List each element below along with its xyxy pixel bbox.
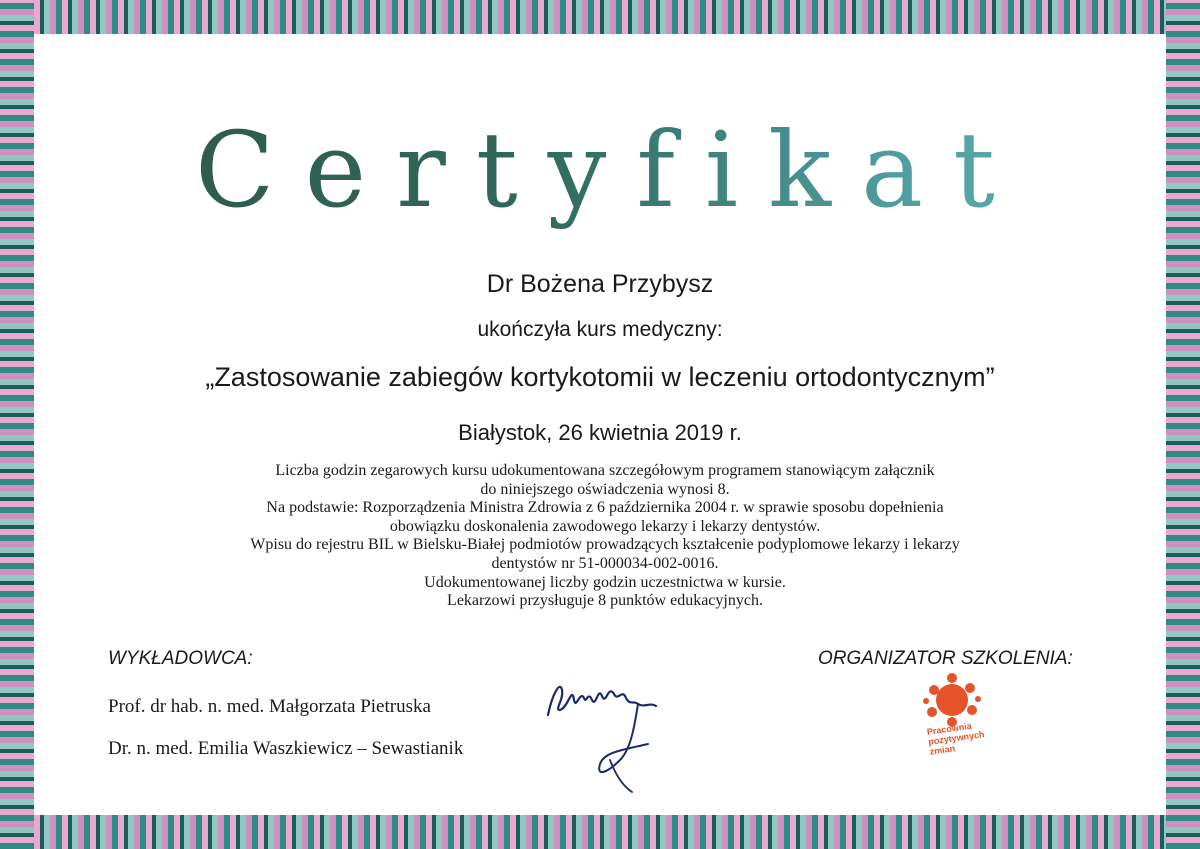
details-line: dentystów nr 51-000034-002-0016. — [491, 554, 719, 572]
details-line: do niniejszego oświadczenia wynosi 8. — [480, 480, 730, 498]
organizer-logo-text: Pracownia pozytywnych zmian — [926, 720, 986, 757]
details-line: obowiązku doskonalenia zawodowego lekarzy i lekarzy dentystów. — [389, 517, 821, 535]
handwritten-signature — [538, 660, 668, 800]
organizer-label: ORGANIZATOR SZKOLENIA: — [818, 648, 1073, 669]
details-line: Lekarzowi przysługuje 8 punktów edukacyjnych. — [447, 592, 763, 610]
details-line: Na podstawie: Rozporządzenia Ministra Zdrowia z 6 października 2004 r. w sprawie sposobu dopełnienia — [266, 499, 944, 517]
lecturer-name: Dr. n. med. Emilia Waszkiewicz – Sewastianik — [108, 738, 464, 759]
certificate-title: Certyfikat — [0, 110, 1200, 230]
details-line: Liczba godzin zegarowych kursu udokumentowana szczegółowym programem stanowiącym załącznik — [275, 462, 935, 479]
details-line: Wpisu do rejestru BIL w Bielsku-Białej podmiotów prowadzących kształcenie podyplomowe lekarzy i lekarzy — [250, 536, 960, 554]
lecturer-name: Prof. dr hab. n. med. Małgorzata Pietruska — [108, 696, 431, 717]
details-line: Udokumentowanej liczby godzin uczestnictwa w kursie. — [424, 573, 786, 591]
place-and-date: Białystok, 26 kwietnia 2019 r. — [458, 420, 742, 445]
lecturer-label: WYKŁADOWCA: — [108, 648, 253, 669]
recipient-name: Dr Bożena Przybysz — [486, 270, 714, 298]
completion-statement: ukończyła kurs medyczny: — [477, 318, 723, 341]
course-details — [100, 462, 1110, 611]
course-title: „Zastosowanie zabiegów kortykotomii w leczeniu ortodontycznym” — [205, 362, 995, 392]
